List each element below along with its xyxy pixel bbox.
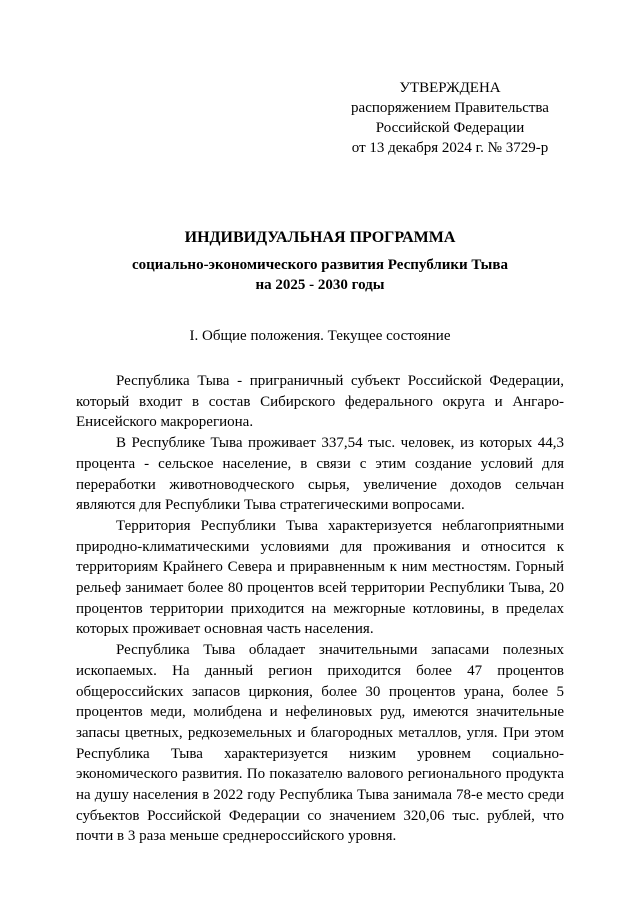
section-heading: I. Общие положения. Текущее состояние	[189, 328, 451, 344]
title-subtitle: социально-экономического развития Республики Тыва	[132, 257, 508, 273]
paragraph: Территория Республики Тыва характеризуется неблагоприятными природно-климатическими условиями для проживания и относится к территориям Крайнего Севера и приравненным к ним местностям. Горный рельеф занимает более 80 процентов всей территории Республики Тыва, 20 процентов территории приходится на межгорные котловины, в пределах которых проживает основная часть населения.	[76, 517, 564, 638]
approval-authority: распоряжением Правительства	[351, 100, 549, 116]
body-text	[76, 371, 564, 847]
approval-heading: УТВЕРЖДЕНА	[399, 80, 501, 96]
approval-authority-country: Российской Федерации	[375, 120, 525, 136]
approval-date-number: от 13 декабря 2024 г. № 3729-р	[351, 140, 549, 156]
paragraph: В Республике Тыва проживает 337,54 тыс. человек, из которых 44,3 процента - сельское население, в связи с этим создание условий для переработки животноводческого сырья, увеличение доходов сельчан являются для Республики Тыва стратегическими вопросами.	[76, 435, 564, 514]
paragraph: Республика Тыва - приграничный субъект Российской Федерации, который входит в состав Сибирского федерального округа и Ангаро-Енисейского макрорегиона.	[76, 373, 564, 431]
title-period: на 2025 - 2030 годы	[255, 277, 385, 293]
approval-stamp	[330, 78, 570, 158]
title-main: ИНДИВИДУАЛЬНАЯ ПРОГРАММА	[184, 229, 456, 246]
document-title	[80, 228, 560, 295]
paragraph: Республика Тыва обладает значительными запасами полезных ископаемых. На данный регион приходится более 47 процентов общероссийских запасов циркония, более 30 процентов урана, более 5 процентов меди, молибдена и нефелиновых руд, имеются значительные запасы цветных, редкоземельных и благородных металлов, угля. При этом Республика Тыва характеризуется низким уровнем социально-экономического развития. По показателю валового регионального продукта на душу населения в 2022 году Республика Тыва занимала 78-е место среди субъектов Российской Федерации со значением 320,06 тыс. рублей, что почти в 3 раза меньше среднероссийского уровня.	[76, 642, 564, 845]
